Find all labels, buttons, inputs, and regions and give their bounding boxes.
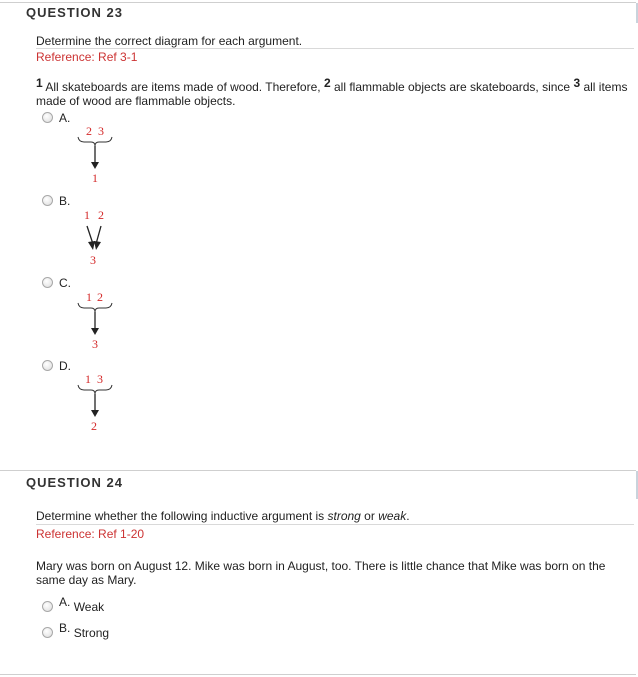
statement-number-2: 2 xyxy=(323,76,331,90)
option-strong-letter: B. xyxy=(59,621,71,635)
option-b-radio[interactable] xyxy=(42,195,53,206)
diagram-c-conclusion: 3 xyxy=(92,337,98,351)
question-23-header xyxy=(36,34,634,64)
diagram-a-conclusion: 1 xyxy=(92,171,98,185)
diagram-a-arrowhead xyxy=(91,162,99,169)
diagram-d-premise-2: 3 xyxy=(97,372,103,386)
option-b[interactable] xyxy=(42,193,70,207)
diagram-b-premise-2: 2 xyxy=(98,208,104,222)
divider xyxy=(36,48,634,49)
option-weak-letter: A. xyxy=(59,595,71,609)
question-24-prompt-or: or xyxy=(360,509,379,523)
statement-1-text: All skateboards are items made of wood. Therefore, xyxy=(42,80,324,94)
diagram-b-arrowhead-left xyxy=(88,241,95,250)
question-23-argument xyxy=(36,76,632,108)
question-24-title: QUESTION 24 xyxy=(26,475,123,490)
option-a[interactable] xyxy=(42,110,70,124)
diagram-a-svg xyxy=(70,122,120,184)
divider xyxy=(36,524,634,525)
question-24-header xyxy=(36,509,634,541)
diagram-a xyxy=(70,122,120,189)
option-weak[interactable] xyxy=(42,595,105,614)
diagram-a-premise-1: 2 xyxy=(86,124,92,138)
diagram-b-conclusion: 3 xyxy=(90,253,96,267)
diagram-c-premise-1: 1 xyxy=(86,290,92,304)
question-24-prompt-weak: weak xyxy=(378,509,407,523)
diagram-c-brace xyxy=(78,303,112,312)
question-24-prompt-strong: strong xyxy=(327,509,361,523)
statement-number-3: 3 xyxy=(573,76,581,90)
question-24-prompt-end: . xyxy=(406,509,410,523)
diagram-a-premise-2: 3 xyxy=(98,124,104,138)
diagram-b-svg xyxy=(70,206,120,268)
question-24-reference: Reference: Ref 1-20 xyxy=(36,527,145,541)
option-c-letter: C. xyxy=(59,275,71,290)
question-23-prompt: Determine the correct diagram for each argument. xyxy=(36,34,303,48)
option-a-radio[interactable] xyxy=(42,112,53,123)
question-23-reference: Reference: Ref 3-1 xyxy=(36,50,138,64)
diagram-b xyxy=(70,206,120,273)
diagram-b-premise-1: 1 xyxy=(84,208,90,222)
question-24-prompt-start: Determine whether the following inductive argument is xyxy=(36,509,328,523)
diagram-d-premise-1: 1 xyxy=(85,372,91,386)
option-c[interactable] xyxy=(42,275,71,289)
option-a-letter: A. xyxy=(59,110,71,125)
diagram-d-brace xyxy=(78,385,112,394)
option-c-radio[interactable] xyxy=(42,277,53,288)
option-b-letter: B. xyxy=(59,193,71,208)
diagram-d-arrowhead xyxy=(91,410,99,417)
option-d-radio[interactable] xyxy=(42,360,53,371)
diagram-c xyxy=(70,288,120,355)
question-24-argument: Mary was born on August 12. Mike was born in August, too. There is little chance that Mike was born on the same day as Mary. xyxy=(36,559,606,587)
diagram-b-arrowhead-right xyxy=(94,241,101,250)
diagram-c-arrowhead xyxy=(91,328,99,335)
statement-3-text: all items made of wood are flammable objects. xyxy=(36,80,628,108)
question-23-title: QUESTION 23 xyxy=(26,5,123,20)
statement-2-text: all flammable objects are skateboards, since xyxy=(330,80,574,94)
question-24-prompt xyxy=(36,509,634,523)
statement-number-1: 1 xyxy=(36,76,43,90)
option-d-letter: D. xyxy=(59,358,71,373)
diagram-a-brace xyxy=(78,137,112,146)
diagram-d xyxy=(70,370,120,437)
option-d[interactable] xyxy=(42,358,71,372)
bottom-divider xyxy=(0,674,636,675)
diagram-d-svg xyxy=(70,370,120,432)
option-strong-label: Strong xyxy=(73,625,110,640)
option-strong[interactable] xyxy=(42,621,110,640)
diagram-c-svg xyxy=(70,288,120,350)
diagram-b-arrow-line-left xyxy=(87,226,93,244)
diagram-b-arrow-line-right xyxy=(96,226,101,244)
diagram-d-conclusion: 2 xyxy=(91,419,97,433)
diagram-c-premise-2: 2 xyxy=(97,290,103,304)
option-weak-label: Weak xyxy=(73,599,105,614)
